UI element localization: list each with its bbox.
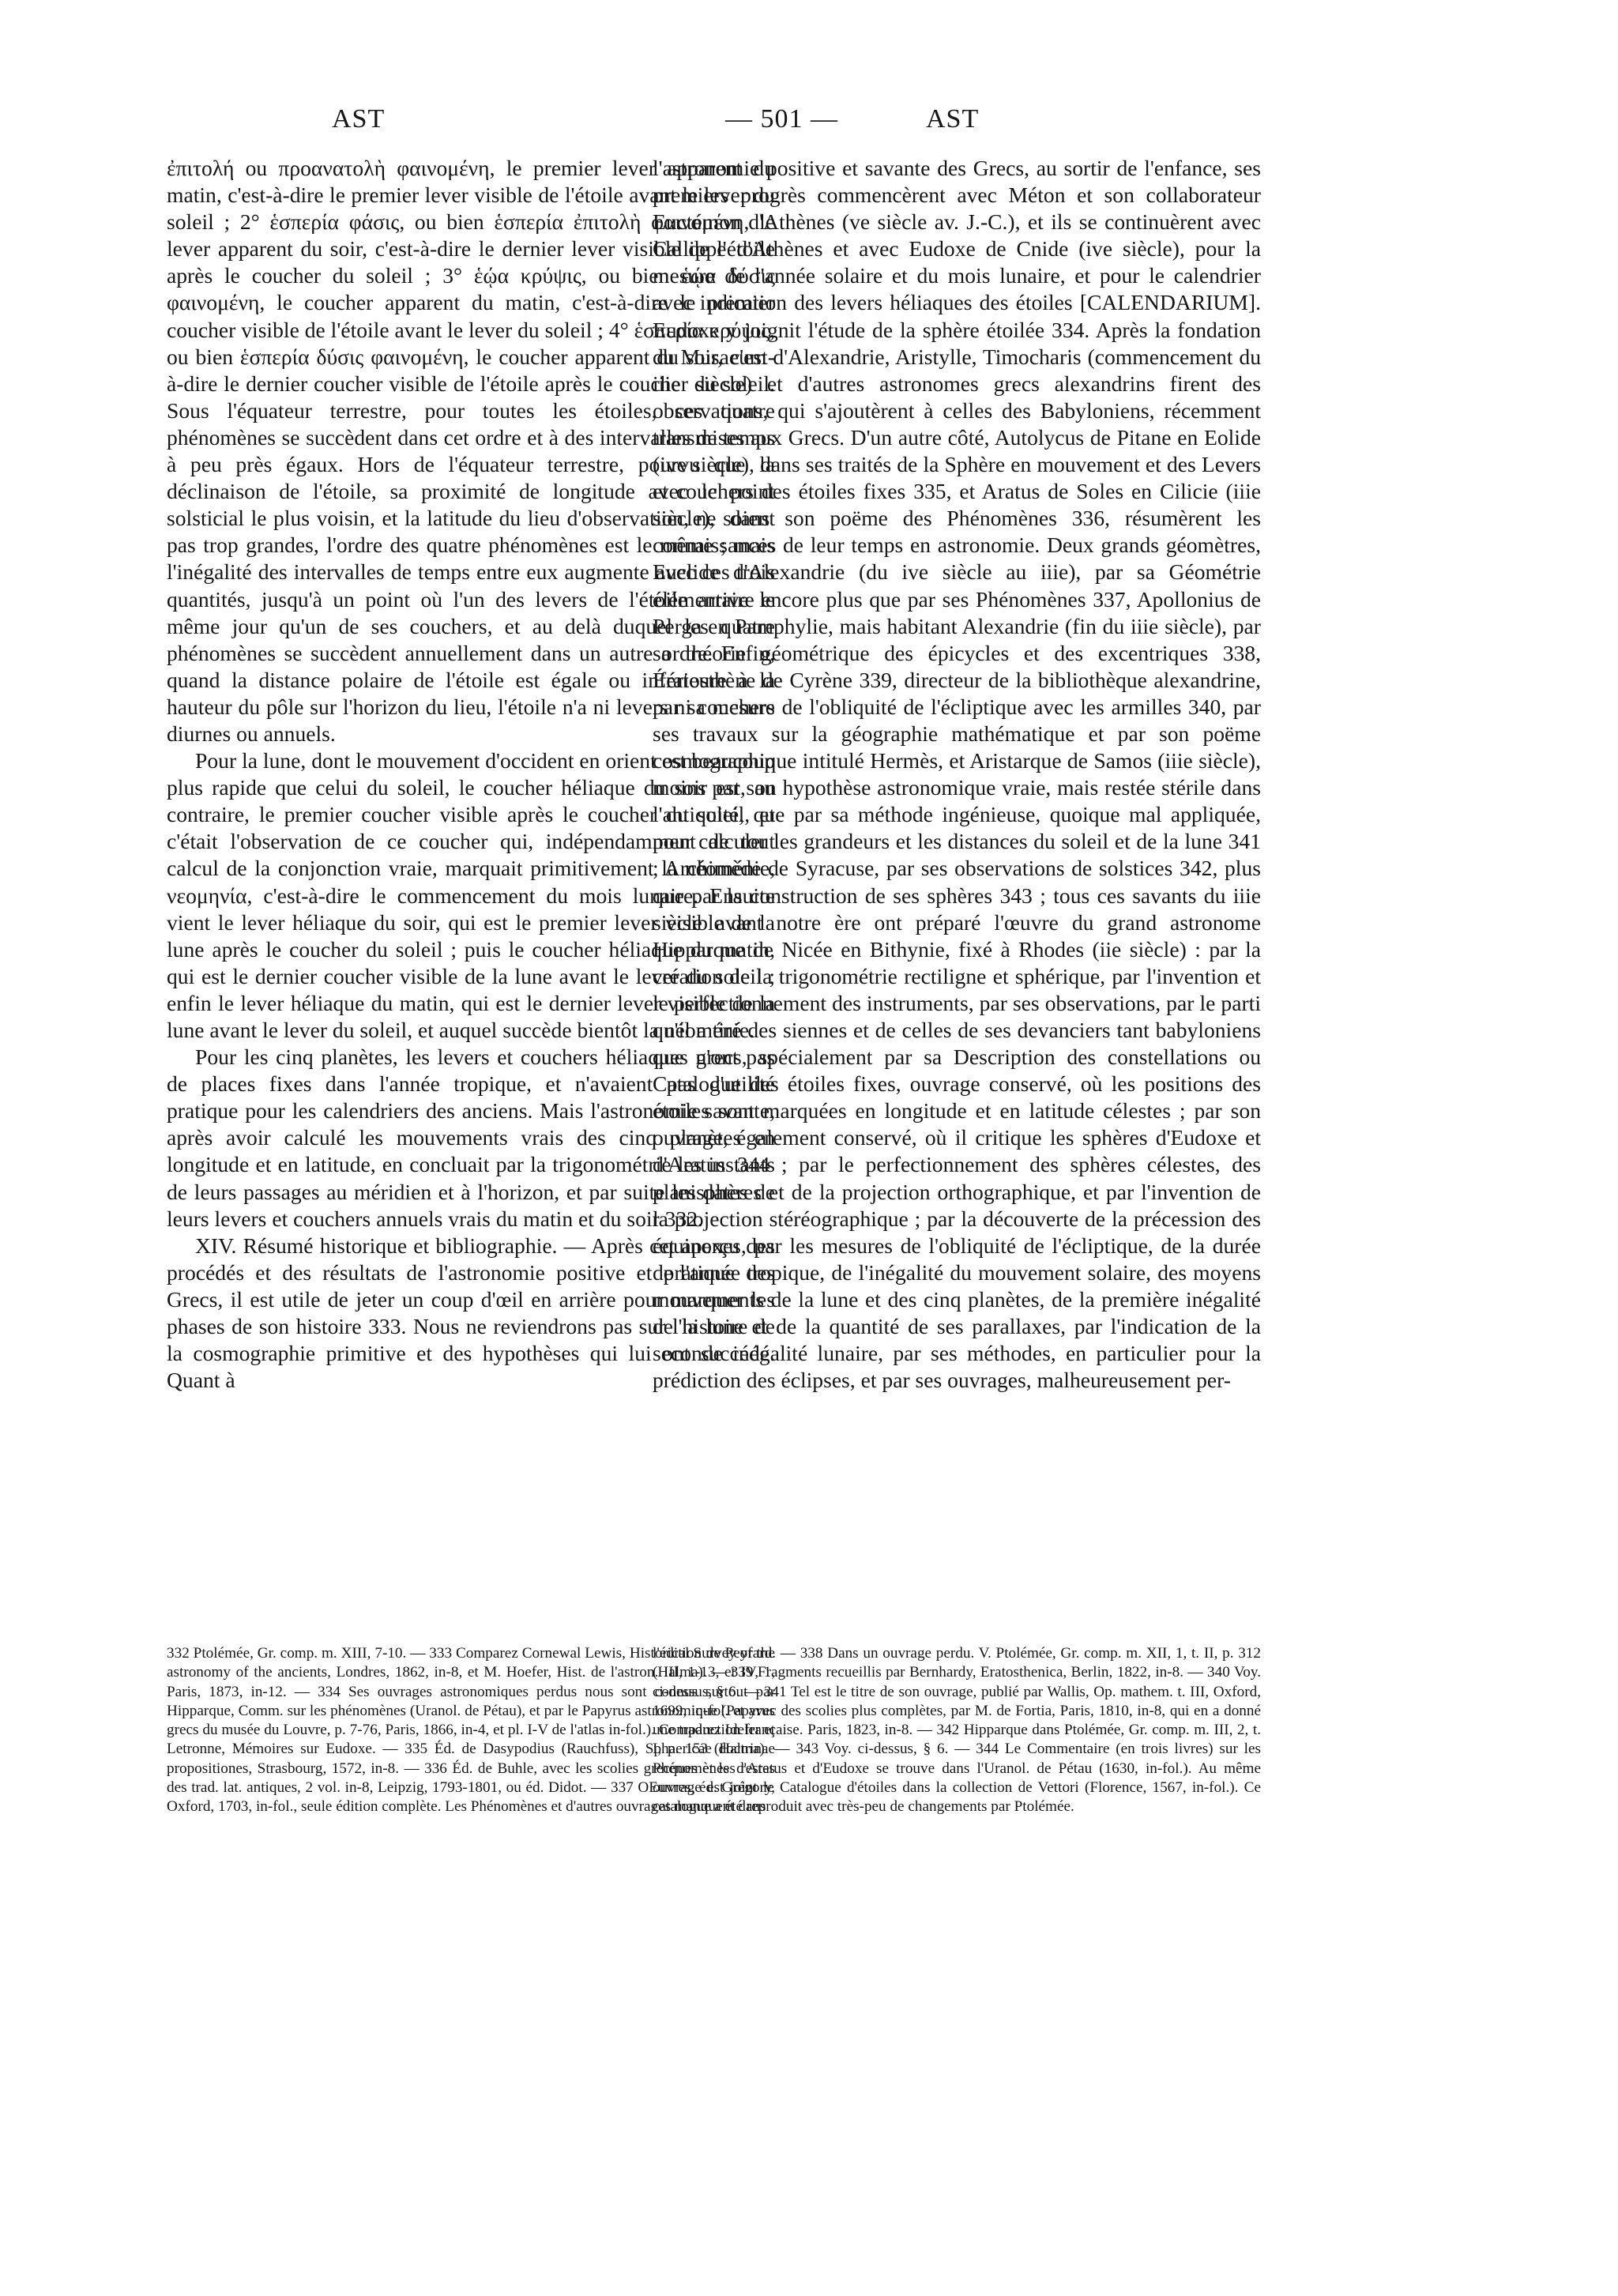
running-head-right: AST	[926, 104, 980, 134]
paragraph: Pour la lune, dont le mouvement d'occident en orient est beaucoup plus rapide que celui du soleil, le coucher héliaque du soir est, au contraire, le premier coucher visible après le coucher du soleil, et c'était l'observation de ce coucher qui, indépendamment de tout calcul de la conjonction vraie, marquait primitivement la néoménie, νεομηνία, c'est-à-dire le commencement du mois lunaire. Ensuite vient le lever héliaque du soir, qui est le premier lever visible de la lune après le coucher du soleil ; puis le coucher héliaque du matin, qui est le dernier coucher visible de la lune avant le lever du soleil ; enfin le lever héliaque du matin, qui est le dernier lever visible de la lune avant le lever du soleil, et auquel succède bientôt la néoménie.	[167, 748, 775, 1042]
footnote-text: l'édition de Peyrard. — 338 Dans un ouvrage perdu. V. Ptolémée, Gr. comp. m. XII, 1, t. II, p. 312 (Halma). — 339 Fragments recueillis par Bernhardy, Eratosthenica, Berlin, 1822, in-8. — 340 Voy. ci-dessus, § 6. — 341 Tel est le titre de son ouvrage, publié par Wallis, Op. mathem. t. III, Oxford, 1699, in-fol. et avec des scolies plus complètes, par M. de Fortia, Paris, 1810, in-8, qui en a donné une traduction française. Paris, 1823, in-8. — 342 Hipparque dans Ptolémée, Gr. comp. m. III, 2, t. I, p. 153 (Halma). — 343 Voy. ci-dessus, § 6. — 344 Le Commentaire (en trois livres) sur les Phénomènes d'Aratus et d'Eudoxe se trouve dans l'Uranol. de Pétau (1630, in-fol.). Au même ouvrage est joint le Catalogue d'étoiles dans la collection de Vettori (Florence, 1567, in-fol.). Ce catalogue a été reproduit avec très-peu de changements par Ptolémée.	[653, 1645, 1261, 1816]
page-number: — 501 —	[725, 104, 838, 134]
running-head-left: AST	[332, 104, 386, 134]
paragraph: XIV. Résumé historique et bibliographie. — Après cet aperçu des procédés et des résultats de l'astronomie positive et pratique des Grecs, il est utile de jeter un coup d'œil en arrière pour marquer les phases de son histoire 333. Nous ne reviendrons pas sur l'histoire de la cosmographie primitive et des hypothèses qui lui ont succédé. Quant à	[167, 1233, 775, 1393]
paragraph: ἐπιτολή ou προανατολὴ φαινομένη, le premier lever apparent du matin, c'est-à-dire le premier lever visible de l'étoile avant le lever du soleil ; 2° ἑσπερία φάσις, ou bien ἑσπερία ἐπιτολὴ φαινομένη, le lever apparent du soir, c'est-à-dire le dernier lever visible de l'étoile après le coucher du soleil ; 3° ἑῴα κρύψις, ou bien ἑῴα δύσις φαινομένη, le coucher apparent du matin, c'est-à-dire le premier coucher visible de l'étoile avant le lever du soleil ; 4° ἑσπερία κρύψις, ou bien ἑσπερία δύσις φαινομένη, le coucher apparent du soir, c'est-à-dire le dernier coucher visible de l'étoile après le coucher du soleil. Sous l'équateur terrestre, pour toutes les étoiles, ces quatre phénomènes se succèdent dans cet ordre et à des intervalles de temps à peu près égaux. Hors de l'équateur terrestre, pourvu que la déclinaison de l'étoile, sa proximité de longitude avec le point solsticial le plus voisin, et la latitude du lieu d'observation, ne soient pas trop grandes, l'ordre des quatre phénomènes est le même ; mais l'inégalité des intervalles de temps entre eux augmente avec ces trois quantités, jusqu'à un point où l'un des levers de l'étoile arrive le même jour qu'un de ses couchers, et au delà duquel les quatre phénomènes se succèdent annuellement dans un autre ordre. Enfin, quand la distance polaire de l'étoile est égale ou inférieure à la hauteur du pôle sur l'horizon du lieu, l'étoile n'a ni levers ni couchers diurnes ou annuels.	[167, 156, 775, 746]
right-column	[653, 155, 1261, 1394]
footnotes-right	[653, 1644, 1261, 1817]
paragraph: Pour les cinq planètes, les levers et couchers héliaques n'ont pas de places fixes dans l'année tropique, et n'avaient pas d'utilité pratique pour les calendriers des anciens. Mais l'astronomie savante, après avoir calculé les mouvements vrais des cinq planètes en longitude et en latitude, en concluait par la trigonométrie les instants de leurs passages au méridien et à l'horizon, et par suite les dates de leurs levers et couchers annuels vrais du matin et du soir 332.	[167, 1044, 775, 1231]
footnote-text: 332 Ptolémée, Gr. comp. m. XIII, 7-10. — 333 Comparez Cornewal Lewis, Historical Survey of the astronomy of the ancients, Londres, 1862, in-8, et M. Hoefer, Hist. de l'astron. III, 1-13, et IV, 1, Paris, 1873, in-12. — 334 Ses ouvrages astronomiques perdus nous sont connus surtout par Hipparque, Comm. sur les phénomènes (Uranol. de Pétau), et par le Papyrus astronomique (Papyrus grecs du musée du Louvre, p. 7-76, Paris, 1866, in-4, et pl. I-V de l'atlas in-fol.). Comparez Ideler et Letronne, Mémoires sur Eudoxe. — 335 Éd. de Dasypodius (Rauchfuss), Sphaericae doctrinae propositiones, Strasbourg, 1572, in-8. — 336 Éd. de Buhle, avec les scolies grecques et les restes des trad. lat. antiques, 2 vol. in-8, Leipzig, 1793-1801, ou éd. Didot. — 337 OEuvres, éd. Grégory, Oxford, 1703, in-fol., seule édition complète. Les Phénomènes et d'autres ouvrages manquent dans	[167, 1645, 775, 1816]
paragraph: l'astronomie positive et savante des Grecs, au sortir de l'enfance, ses premiers progrès commencèrent avec Méton et son collaborateur Euctémon d'Athènes (ve siècle av. J.-C.), et ils se continuèrent avec Callippe d'Athènes et avec Eudoxe de Cnide (ive siècle), pour la mesure de l'année solaire et du mois lunaire, et pour le calendrier avec indication des levers héliaques des étoiles [CALENDARIUM]. Eudoxe y joignit l'étude de la sphère étoilée 334. Après la fondation du Musaeum d'Alexandrie, Aristylle, Timocharis (commencement du iiie siècle) et d'autres astronomes grecs alexandrins firent des observations, qui s'ajoutèrent à celles des Babyloniens, récemment transmises aux Grecs. D'un autre côté, Autolycus de Pitane en Eolide (ive siècle), dans ses traités de la Sphère en mouvement et des Levers et couchers des étoiles fixes 335, et Aratus de Soles en Cilicie (iiie siècle), dans son poëme des Phénomènes 336, résumèrent les connaissances de leur temps en astronomie. Deux grands géomètres, Euclide d'Alexandrie (du ive siècle au iiie), par sa Géométrie élémentaire encore plus que par ses Phénomènes 337, Apollonius de Perga en Pamphylie, mais habitant Alexandrie (fin du iiie siècle), par sa théorie géométrique des épicycles et des excentriques 338, Ératosthène de Cyrène 339, directeur de la bibliothèque alexandrine, par sa mesure de l'obliquité de l'écliptique avec les armilles 340, par ses travaux sur la géographie mathématique et par son poëme cosmographique intitulé Hermès, et Aristarque de Samos (iiie siècle), moins par son hypothèse astronomique vraie, mais restée stérile dans l'antiquité, que par sa méthode ingénieuse, quoique mal appliquée, pour calculer les grandeurs et les distances du soleil et de la lune 341 ; Archimède de Syracuse, par ses observations de solstices 342, plus que par la construction de ses sphères 343 ; tous ces savants du iiie siècle avant notre ère ont préparé l'œuvre du grand astronome Hipparque de Nicée en Bithynie, fixé à Rhodes (iie siècle) : par la création de la trigonométrie rectiligne et sphérique, par l'invention et le perfectionnement des instruments, par ses observations, par le parti qu'il a tiré des siennes et de celles de ses devanciers tant babyloniens que grecs, spécialement par sa Description des constellations ou Catalogue des étoiles fixes, ouvrage conservé, où les positions des étoiles sont marquées en longitude et en latitude célestes ; par son ouvrage, également conservé, où il critique les sphères d'Eudoxe et d'Aratus 344 ; par le perfectionnement des sphères célestes, des planisphères et de la projection orthographique, et par l'invention de la projection stéréographique ; par la découverte de la précession des équinoxes, par les mesures de l'obliquité de l'écliptique, de la durée de l'année tropique, de l'inégalité du mouvement solaire, des moyens mouvements de la lune et des cinq planètes, de la première inégalité de la lune et de la quantité de ses parallaxes, par l'indication de la seconde inégalité lunaire, par ses méthodes, en particulier pour la prédiction des éclipses, et par ses ouvrages, malheureusement per-	[653, 156, 1261, 1393]
